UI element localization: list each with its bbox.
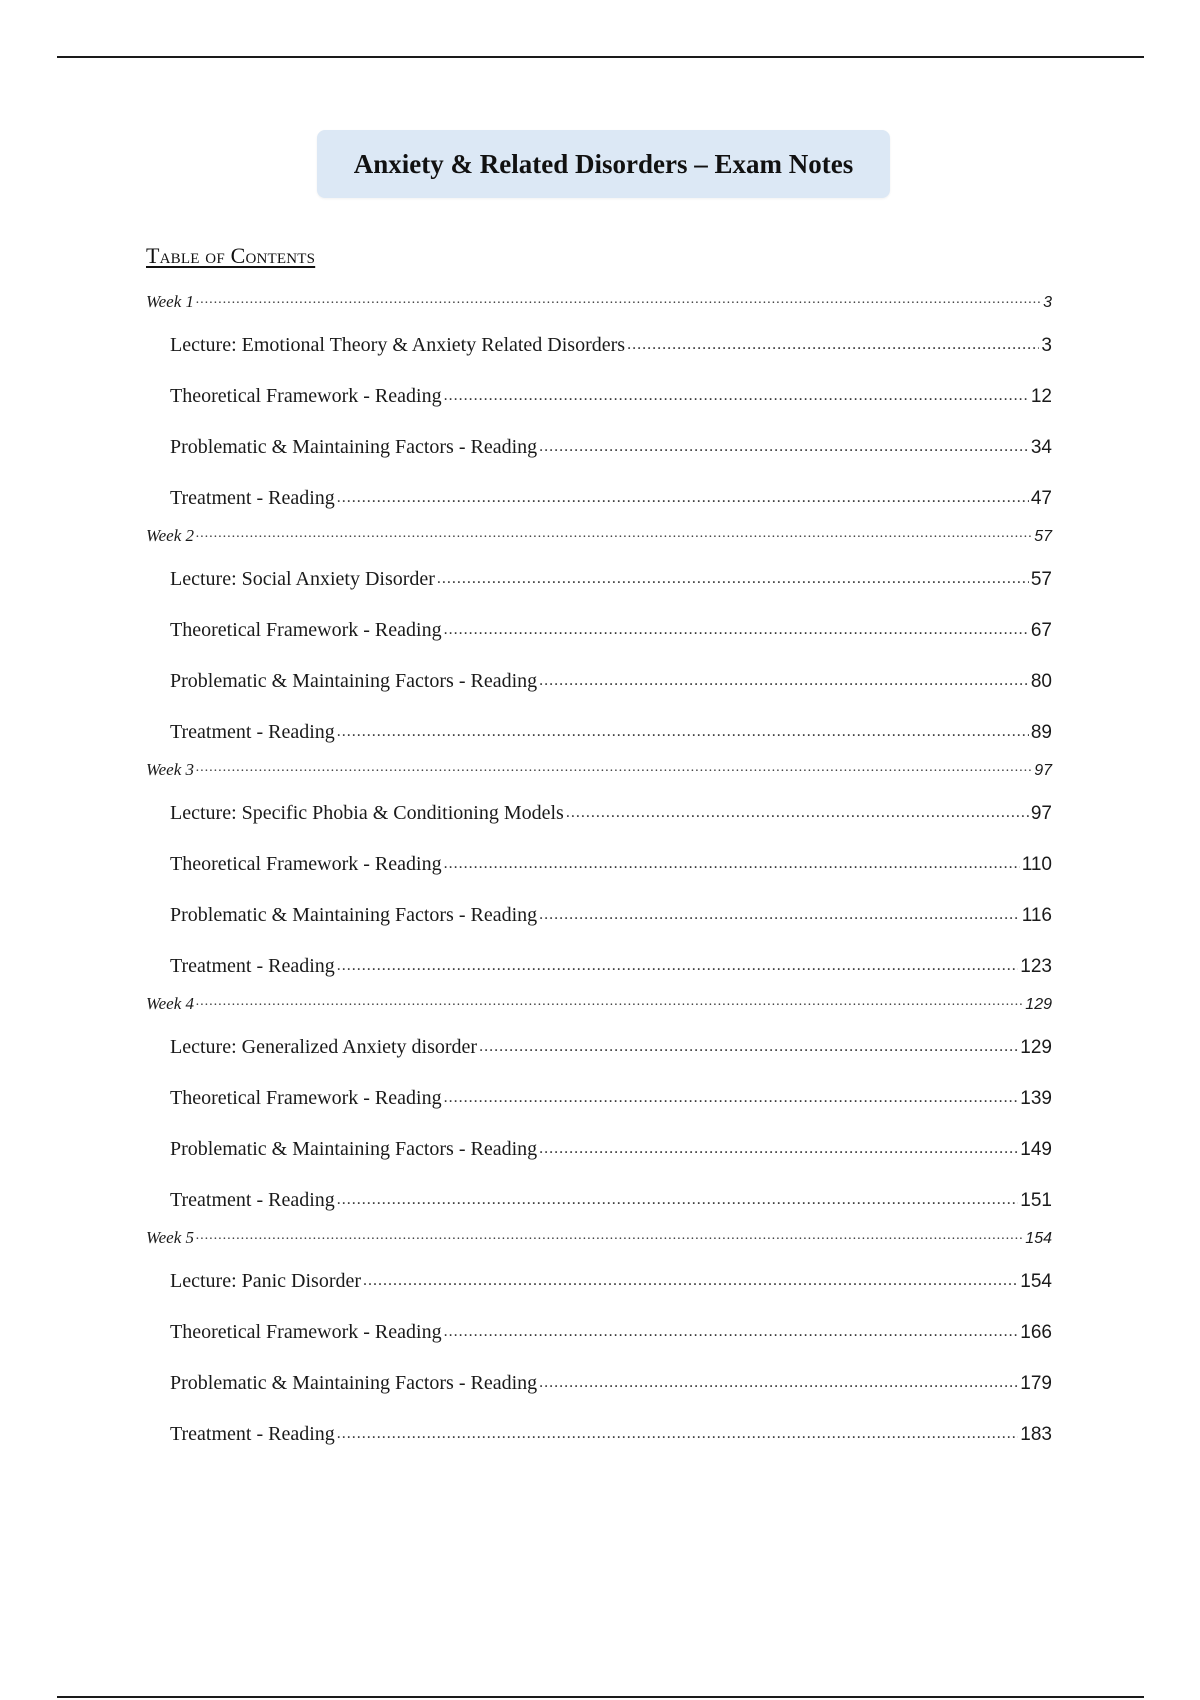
toc-entry-row[interactable] — [146, 707, 1052, 758]
toc-dot-leader — [539, 438, 1029, 458]
toc-dot-leader — [196, 992, 1023, 1009]
toc-week-row[interactable] — [146, 524, 1052, 554]
toc-dot-leader — [196, 1226, 1023, 1243]
toc-entry-label: Treatment - Reading — [170, 955, 335, 977]
toc-entry-label: Problematic & Maintaining Factors - Reading — [170, 436, 538, 458]
toc-page-number: 179 — [1020, 1372, 1052, 1394]
toc-entry-row[interactable] — [146, 1124, 1052, 1175]
toc-entry-row[interactable] — [146, 1256, 1052, 1307]
toc-dot-leader — [444, 387, 1029, 407]
toc-week-label: Week 1 — [146, 292, 194, 311]
toc-page-number: 110 — [1021, 853, 1052, 875]
toc-page-number: 97 — [1034, 762, 1052, 779]
toc-entry-label: Lecture: Generalized Anxiety disorder — [170, 1036, 478, 1058]
toc-entry-label: Theoretical Framework - Reading — [170, 1087, 442, 1109]
toc-page-number: 166 — [1020, 1321, 1052, 1343]
toc-entry-row[interactable] — [146, 1307, 1052, 1358]
toc-page-number: 12 — [1030, 385, 1052, 407]
toc-entry-label: Lecture: Specific Phobia & Conditioning Models — [170, 802, 564, 824]
toc-entry-label: Lecture: Panic Disorder — [170, 1270, 362, 1292]
toc-page-number: 97 — [1030, 802, 1052, 824]
toc-page-number: 154 — [1025, 1230, 1052, 1247]
toc-dot-leader — [196, 290, 1041, 307]
toc-page-number: 57 — [1030, 568, 1052, 590]
toc-page-number: 149 — [1020, 1138, 1052, 1160]
toc-entry-label: Problematic & Maintaining Factors - Reading — [170, 1138, 538, 1160]
toc-page-number: 47 — [1030, 487, 1052, 509]
toc-page-number: 80 — [1030, 670, 1052, 692]
toc-dot-leader — [337, 723, 1029, 743]
toc-page-number: 116 — [1021, 904, 1052, 926]
toc-week-row[interactable] — [146, 758, 1052, 788]
toc-entry-label: Problematic & Maintaining Factors - Reading — [170, 1372, 538, 1394]
toc-week-label: Week 4 — [146, 994, 194, 1013]
toc-page-number: 183 — [1020, 1423, 1052, 1445]
toc-dot-leader — [363, 1272, 1018, 1292]
toc-entry-label: Treatment - Reading — [170, 1189, 335, 1211]
toc-week-label: Week 3 — [146, 760, 194, 779]
toc-entry-label: Problematic & Maintaining Factors - Reading — [170, 904, 538, 926]
toc-dot-leader — [196, 524, 1032, 541]
toc-entry-row[interactable] — [146, 1073, 1052, 1124]
toc-week-label: Week 2 — [146, 526, 194, 545]
toc-week-row[interactable] — [146, 290, 1052, 320]
toc-entry-row[interactable] — [146, 320, 1052, 371]
toc-entry-row[interactable] — [146, 839, 1052, 890]
toc-dot-leader — [444, 621, 1029, 641]
toc-entry-label: Treatment - Reading — [170, 721, 335, 743]
toc-page-number: 57 — [1034, 528, 1052, 545]
toc-entry-row[interactable] — [146, 371, 1052, 422]
toc-page-number: 3 — [1043, 294, 1052, 311]
document-title: Anxiety & Related Disorders – Exam Notes — [353, 148, 854, 179]
toc-entry-row[interactable] — [146, 890, 1052, 941]
toc-dot-leader — [444, 855, 1020, 875]
toc-page-number: 129 — [1025, 996, 1052, 1013]
toc-entry-label: Theoretical Framework - Reading — [170, 619, 442, 641]
toc-dot-leader — [539, 672, 1029, 692]
toc-dot-leader — [444, 1089, 1019, 1109]
toc-entry-label: Lecture: Emotional Theory & Anxiety Related Disorders — [170, 334, 626, 356]
toc-page-number: 34 — [1030, 436, 1052, 458]
toc-dot-leader — [337, 489, 1029, 509]
toc-page-number: 154 — [1020, 1270, 1052, 1292]
toc-entry-row[interactable] — [146, 1358, 1052, 1409]
toc-dot-leader — [337, 1191, 1019, 1211]
toc-page-number: 3 — [1041, 334, 1052, 356]
toc-dot-leader — [539, 1374, 1018, 1394]
toc-dot-leader — [437, 570, 1029, 590]
toc-page-number: 89 — [1030, 721, 1052, 743]
toc-entry-row[interactable] — [146, 788, 1052, 839]
toc-entry-row[interactable] — [146, 1409, 1052, 1460]
toc-dot-leader — [337, 1425, 1019, 1445]
toc-entry-label: Theoretical Framework - Reading — [170, 1321, 442, 1343]
toc-entry-label: Lecture: Social Anxiety Disorder — [170, 568, 435, 590]
toc-entry-row[interactable] — [146, 473, 1052, 524]
toc-page-number: 139 — [1020, 1087, 1052, 1109]
toc-entry-label: Treatment - Reading — [170, 487, 335, 509]
toc-heading: Table of Contents — [146, 243, 316, 268]
toc-dot-leader — [566, 804, 1029, 824]
toc-week-label: Week 5 — [146, 1228, 194, 1247]
toc-entry-label: Theoretical Framework - Reading — [170, 385, 442, 407]
toc-dot-leader — [444, 1323, 1019, 1343]
toc-page-number: 123 — [1020, 955, 1052, 977]
toc-entry-row[interactable] — [146, 605, 1052, 656]
toc-entry-row[interactable] — [146, 941, 1052, 992]
toc-dot-leader — [627, 336, 1039, 356]
toc-entry-row[interactable] — [146, 1175, 1052, 1226]
toc-week-row[interactable] — [146, 1226, 1052, 1256]
toc-dot-leader — [337, 957, 1019, 977]
toc-dot-leader — [196, 758, 1032, 775]
toc-entry-row[interactable] — [146, 554, 1052, 605]
toc-page-number: 67 — [1030, 619, 1052, 641]
document-title-box — [317, 130, 890, 198]
toc-entry-label: Treatment - Reading — [170, 1423, 335, 1445]
toc-page-number: 151 — [1020, 1189, 1052, 1211]
toc-entry-label: Theoretical Framework - Reading — [170, 853, 442, 875]
footer-rule — [57, 1696, 1144, 1698]
toc-page-number: 129 — [1020, 1036, 1052, 1058]
toc-week-row[interactable] — [146, 992, 1052, 1022]
toc-dot-leader — [539, 906, 1020, 926]
toc-entry-row[interactable] — [146, 422, 1052, 473]
toc-entry-row[interactable] — [146, 656, 1052, 707]
toc-dot-leader — [539, 1140, 1018, 1160]
table-of-contents — [146, 290, 1052, 1460]
toc-entry-label: Problematic & Maintaining Factors - Reading — [170, 670, 538, 692]
header-rule — [57, 56, 1144, 58]
toc-entry-row[interactable] — [146, 1022, 1052, 1073]
toc-dot-leader — [479, 1038, 1018, 1058]
